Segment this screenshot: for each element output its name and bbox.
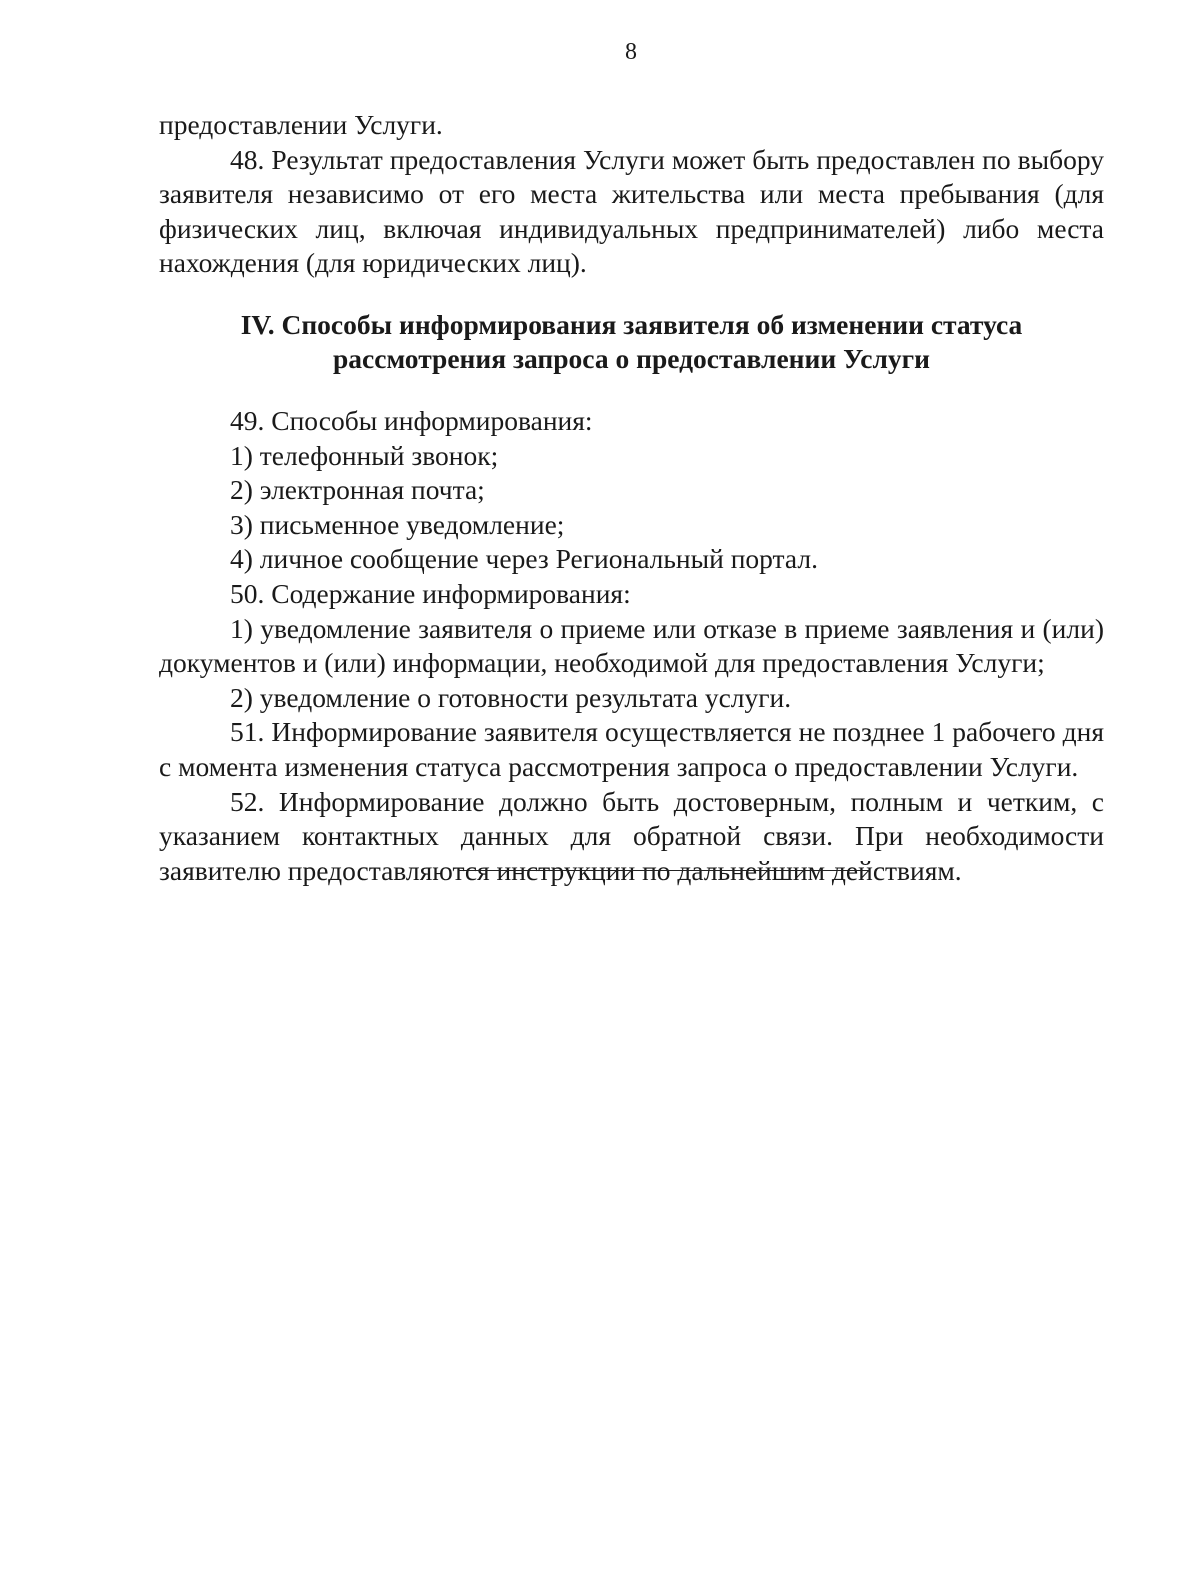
list-item-49-4: 4) личное сообщение через Региональный портал. [230,543,818,575]
section-heading [159,308,1104,376]
document-body [159,108,1104,888]
paragraph-51: 51. Информирование заявителя осуществляется не позднее 1 рабочего дня с момента изменения статуса рассмотрения запроса о предоставлении Услуги. [159,716,1104,782]
section-heading-line-2: рассмотрения запроса о предоставлении Услуги [332,342,931,374]
list-item-49-2: 2) электронная почта; [230,474,485,506]
paragraph-continuation: предоставлении Услуги. [159,109,443,140]
end-divider-line [458,870,870,871]
page-number: 8 [625,39,637,65]
paragraph-49: 49. Способы информирования: [230,404,593,436]
paragraph-52: 52. Информирование должно быть достоверным, полным и четким, с указанием контактных данных для обратной связи. При необходимости заявителю предоставляются инструкции по дальнейшим действиям. [159,785,1104,886]
list-item-49-1: 1) телефонный звонок; [230,439,499,471]
paragraph-50: 50. Содержание информирования: [230,577,631,609]
list-item-50-1: 1) уведомление заявителя о приеме или отказе в приеме заявления и (или) документов и (или) информации, необходимой для предоставления Услуги; [159,612,1104,679]
paragraph-48: 48. Результат предоставления Услуги может быть предоставлен по выбору заявителя независимо от его места жительства или места пребывания (для физических лиц, включая индивидуальных предпринимателей) либо места нахождения (для юридических лиц). [159,143,1104,279]
list-item-50-2: 2) уведомление о готовности результата услуги. [230,681,792,713]
list-item-49-3: 3) письменное уведомление; [230,508,565,540]
section-heading-line-1: IV. Способы информирования заявителя об изменении статуса [240,308,1023,340]
